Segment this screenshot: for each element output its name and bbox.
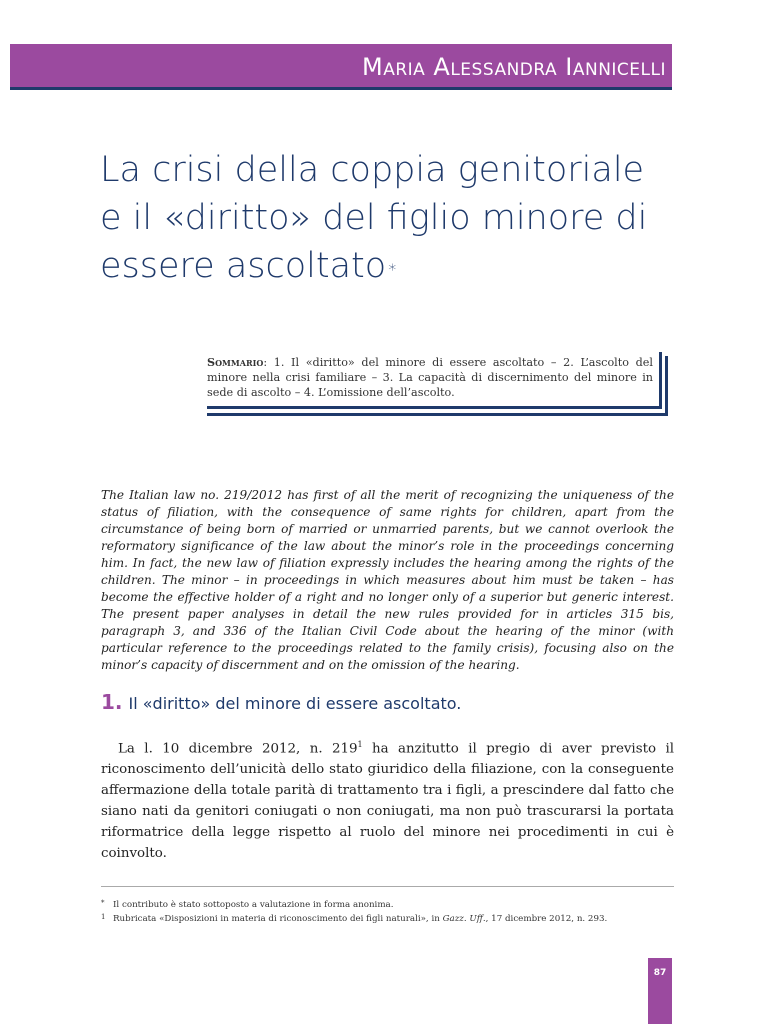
title-line-3: essere ascoltato: [100, 246, 387, 286]
footnotes: [101, 898, 674, 926]
author-header-bar: [10, 44, 672, 90]
footnote-mark: *: [101, 899, 105, 907]
page-number-tab: [648, 958, 672, 1024]
footnote-divider: [101, 886, 674, 887]
footnote-1: [101, 912, 674, 926]
summary-text: : 1. Il «diritto» del minore di essere ascoltato – 2. L’ascolto del minore nella crisi familiare – 3. La capacità di discernimento del minore in sede di ascolto – 4. L’omissione dell’ascolto.: [207, 356, 653, 399]
summary: [207, 355, 653, 400]
author-name: Maria Alessandra Iannicelli: [362, 53, 666, 81]
footnote-italic: Gazz. Uff.: [442, 914, 486, 924]
body-text-rest: ha anzitutto il pregio di aver previsto il riconoscimento dell’unicità dello stato giuridico della filiazione, con la conseguente affermazione della totale parità di trattamento tra i figli, a prescindere dal fatto che siano nati da genitori coniugati o non coniugati, ma non può trascurarsi la portata riformatrice della legge rispetto al ruolo del minore nei procedimenti in cui è coinvolto.: [101, 741, 675, 862]
section-number: 1.: [101, 690, 123, 714]
section-title: Il «diritto» del minore di essere ascoltato.: [128, 694, 462, 713]
footnote-text-end: , 17 dicembre 2012, n. 293.: [485, 914, 608, 924]
footnote-ref-1[interactable]: 1: [357, 740, 363, 749]
footnote-text: Il contributo è stato sottoposto a valutazione in forma anonima.: [113, 900, 394, 910]
footnote-star: [101, 898, 674, 912]
footnote-mark: 1: [101, 913, 106, 921]
title-line-1: La crisi della coppia genitoriale: [100, 150, 645, 190]
page-number: 87: [653, 968, 667, 978]
abstract: The Italian law no. 219/2012 has first of all the merit of recognizing the uniqueness of the status of filiation, with the consequence of same rights for children, apart from the circumstance of being born of married or unmarried parents, but we cannot overlook the reformatory significance of the law about the minor’s role in the proceedings concerning him. In fact, the new law of filiation expressly includes the hearing among the rights of the children. The minor – in proceedings in which measures about him must be taken – has become the effective holder of a right and no longer only of a superior but generic interest. The present paper analyses in detail the new rules provided for in articles 315 bis, paragraph 3, and 336 of the Italian Civil Code about the hearing of the minor (with particular reference to the proceedings related to the family crisis), focusing also on the minor’s capacity of discernment and on the omission of the hearing.: [101, 488, 674, 672]
section-heading: [101, 690, 674, 714]
title-footnote-mark: *: [388, 260, 397, 279]
summary-label: Sommario: [207, 355, 264, 369]
title-line-2: e il «diritto» del figlio minore di: [100, 198, 648, 238]
footnote-text: Rubricata «Disposizioni in materia di riconoscimento dei figli naturali», in: [113, 914, 443, 924]
body-text-start: La l. 10 dicembre 2012, n. 219: [118, 741, 358, 757]
body-paragraph: [101, 734, 674, 864]
article-title: [100, 146, 700, 290]
